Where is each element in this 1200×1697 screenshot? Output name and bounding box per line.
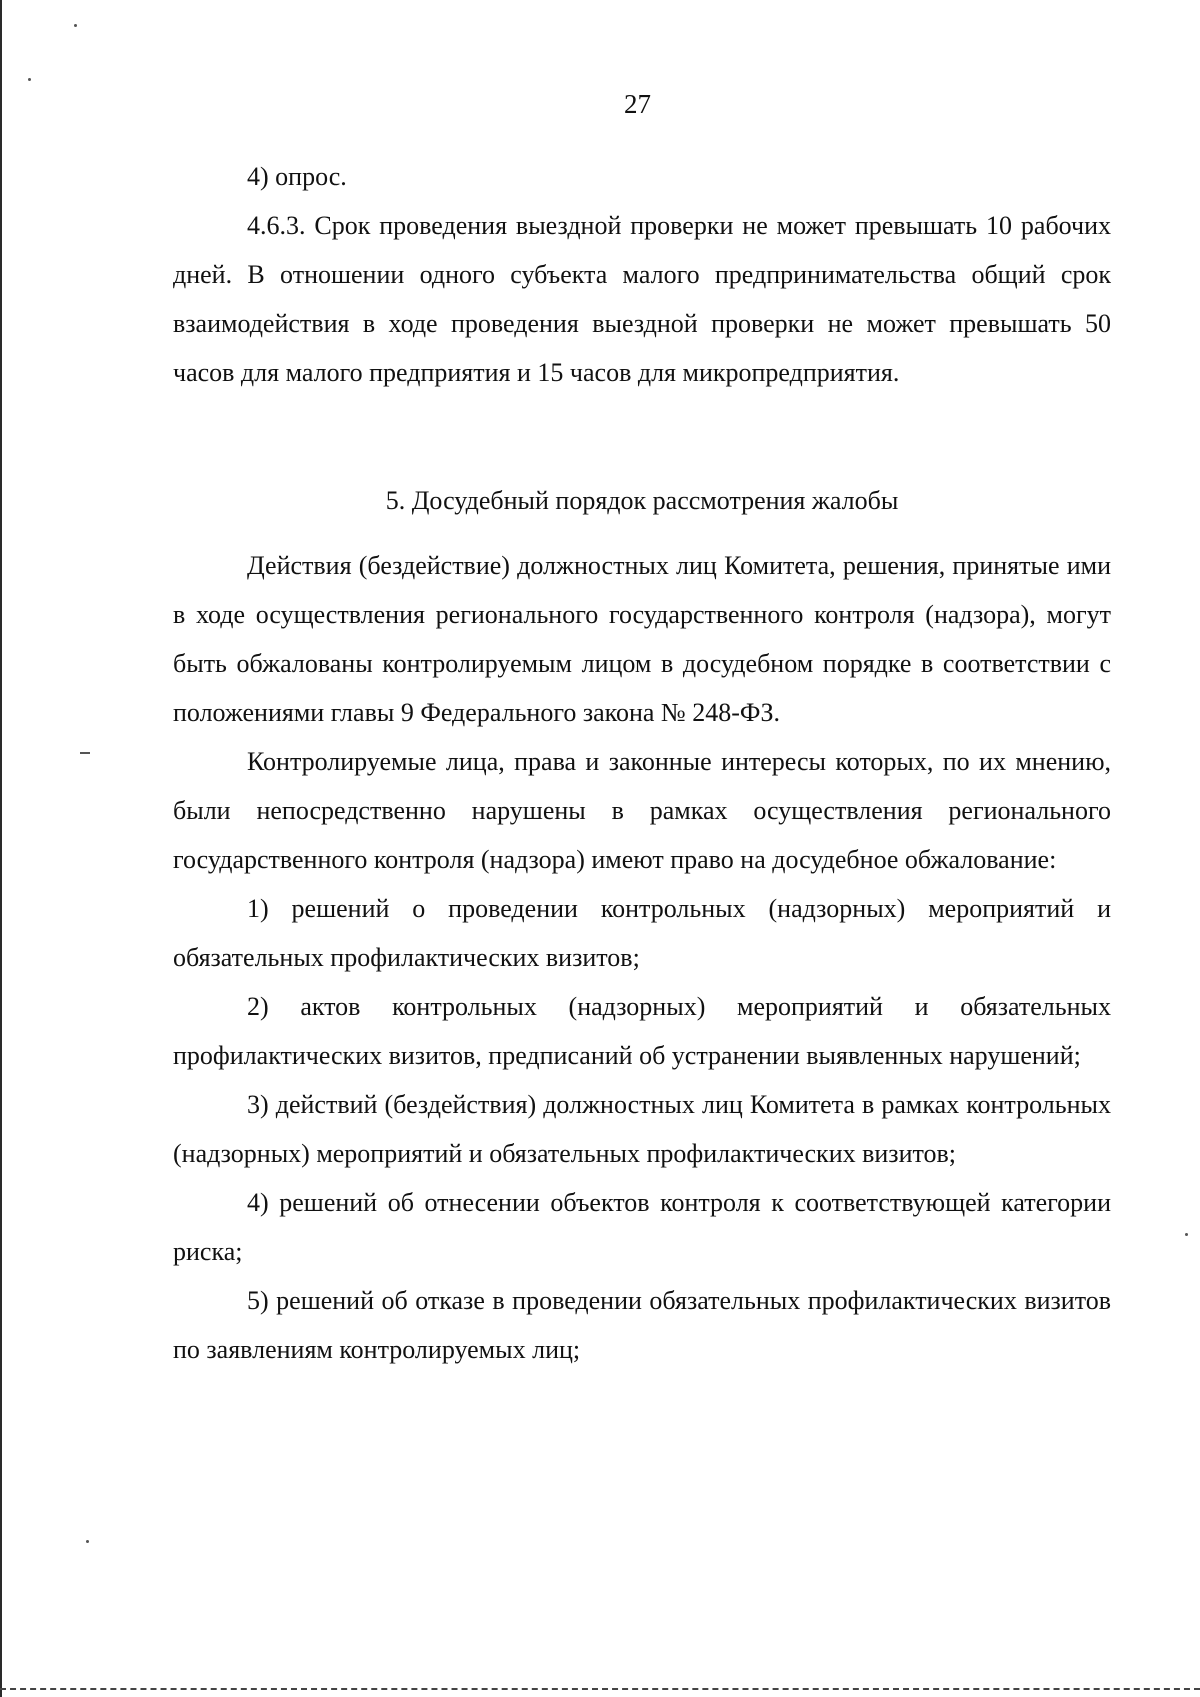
list-item-5: 5) решений об отказе в проведении обязательных профилактических визитов по заявлениям контролируемых лиц; (173, 1286, 1111, 1364)
top-text-block (173, 152, 1111, 397)
paragraph-appeal-rights: Действия (бездействие) должностных лиц Комитета, решения, принятые ими в ходе осуществления регионального государственного контроля (надзора), могут быть обжалованы контролируемым лицом в досудебном порядке в соответствии с положениями главы 9 Федерального закона № 248-ФЗ. (173, 551, 1111, 727)
list-item-2: 2) актов контрольных (надзорных) мероприятий и обязательных профилактических визитов, предписаний об устранении выявленных нарушений; (173, 992, 1111, 1070)
scan-speck (80, 752, 90, 754)
scan-speck (86, 1540, 89, 1543)
list-item-4: 4) решений об отнесении объектов контроля к соответствующей категории риска; (173, 1188, 1111, 1266)
scan-speck (1185, 1233, 1188, 1236)
scan-bottom-rule (0, 1688, 1200, 1690)
scan-left-edge (0, 0, 2, 1697)
section-heading-block (173, 476, 1111, 525)
main-text-block (173, 541, 1111, 1374)
list-item-survey: 4) опрос. (247, 162, 347, 191)
paragraph-inspection-term: 4.6.3. Срок проведения выездной проверки не может превышать 10 рабочих дней. В отношении одного субъекта малого предпринимательства общий срок взаимодействия в ходе проведения выездной проверки не может превышать 50 часов для малого предприятия и 15 часов для микропредприятия. (173, 211, 1111, 387)
paragraph-controlled-persons: Контролируемые лица, права и законные интересы которых, по их мнению, были непосредственно нарушены в рамках осуществления регионального государственного контроля (надзора) имеют право на досудебное обжалование: (173, 747, 1111, 874)
scan-speck (74, 24, 77, 27)
section-heading: 5. Досудебный порядок рассмотрения жалобы (385, 486, 899, 515)
list-item-1: 1) решений о проведении контрольных (надзорных) мероприятий и обязательных профилактических визитов; (173, 894, 1111, 972)
scan-speck (28, 78, 31, 81)
list-item-3: 3) действий (бездействия) должностных лиц Комитета в рамках контрольных (надзорных) мероприятий и обязательных профилактических визитов; (173, 1090, 1111, 1168)
page-number: 27 (624, 89, 651, 119)
